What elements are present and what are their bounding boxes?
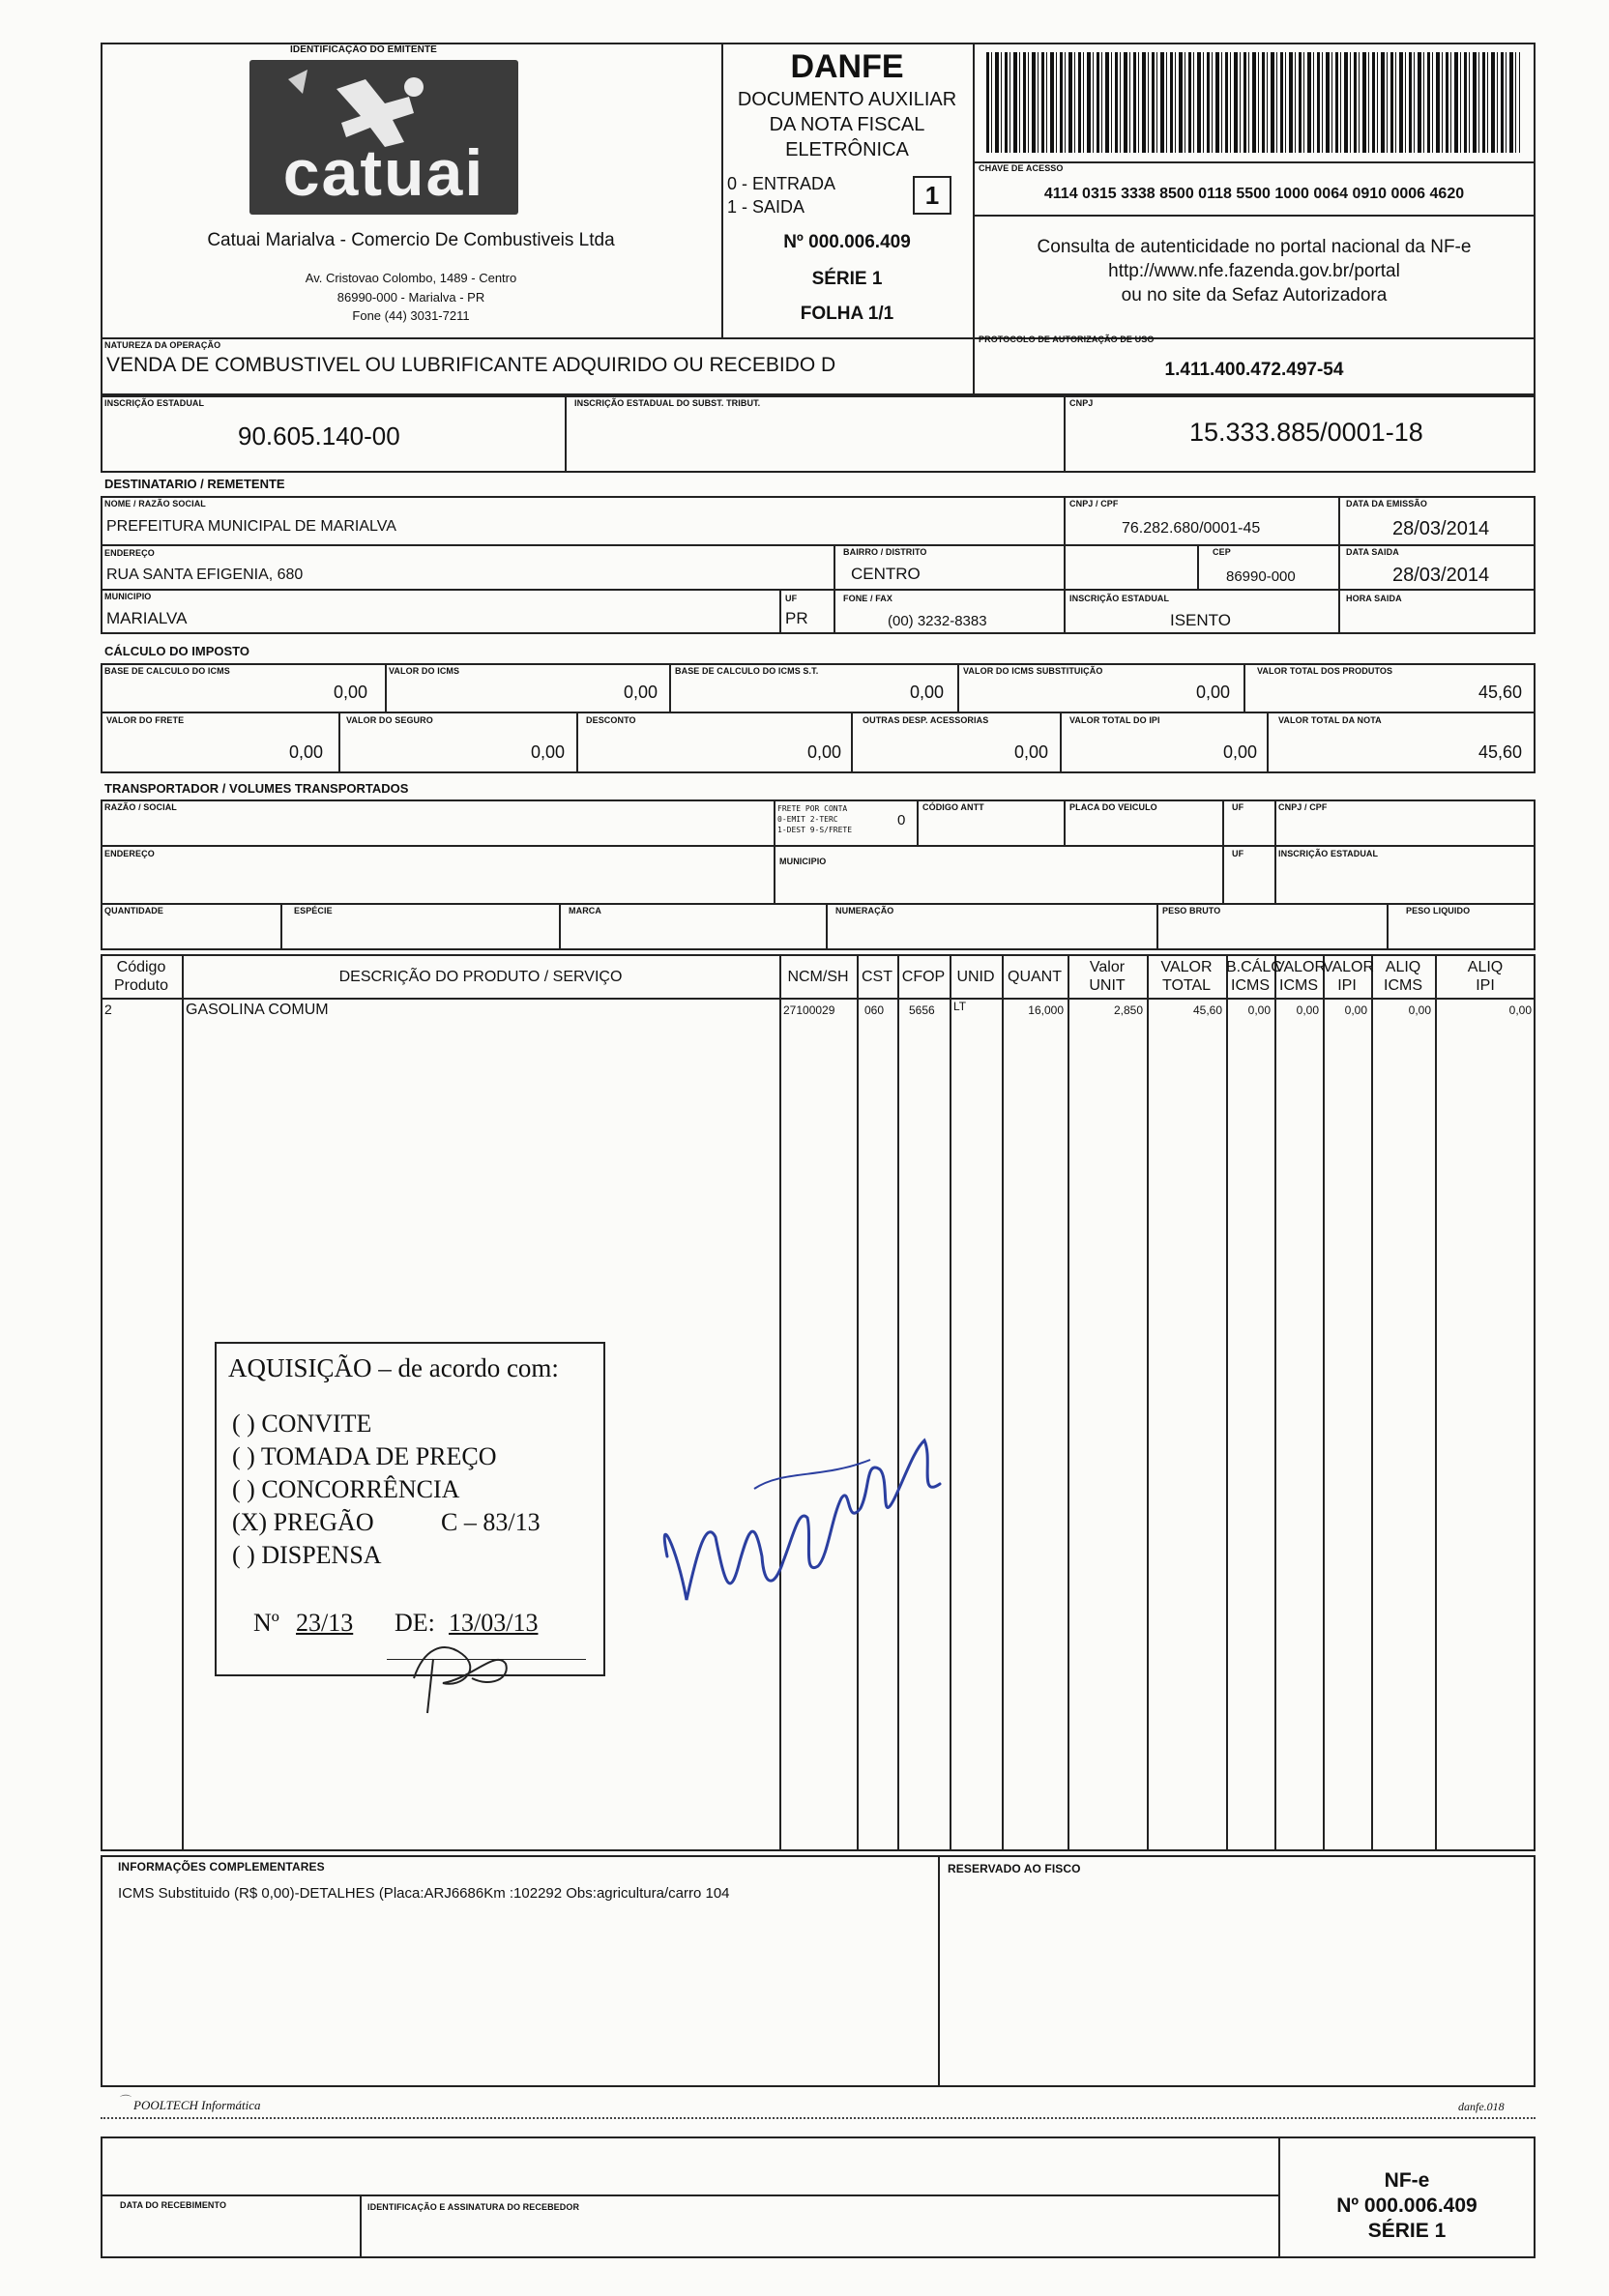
row-ncm: 27100029 (783, 1003, 835, 1017)
total-produtos-value: 45,60 (1477, 683, 1522, 702)
transp-razao-label: RAZÃO / SOCIAL (104, 802, 177, 812)
stamp-date-label: DE: (395, 1609, 435, 1637)
antt-label: CÓDIGO ANTT (922, 802, 984, 812)
desconto-value: 0,00 (806, 742, 841, 762)
dest-cnpj: 76.282.680/0001-45 (1122, 520, 1261, 537)
especie-label: ESPÉCIE (294, 906, 333, 915)
entrada-option: 0 - ENTRADA (727, 174, 836, 193)
imposto-section: CÁLCULO DO IMPOSTO (104, 644, 249, 658)
handwritten-signature (638, 1392, 986, 1643)
dest-saida-label: DATA SAIDA (1346, 547, 1399, 557)
col-aliq-icms: ALIQ ICMS (1384, 959, 1422, 994)
barcode (986, 52, 1520, 153)
total-produtos-label: VALOR TOTAL DOS PRODUTOS (1257, 666, 1393, 676)
consulta-line3: ou no site da Sefaz Autorizadora (1121, 285, 1388, 305)
row-vunit: 2,850 (1113, 1003, 1143, 1017)
row-aicms: 0,00 (1408, 1003, 1431, 1017)
valor-icms-value: 0,00 (623, 683, 658, 702)
col-valor-icms: VALOR ICMS (1274, 959, 1327, 994)
emitente-address: Av. Cristovao Colombo, 1489 - Centro (305, 271, 517, 285)
stamp-title: AQUISIÇÃO – de acordo com: (228, 1353, 559, 1382)
stamp-date: 13/03/13 (449, 1609, 539, 1637)
dest-ie: ISENTO (1170, 611, 1231, 629)
frete-value: 0,00 (288, 742, 323, 762)
dest-ie-label: INSCRIÇÃO ESTADUAL (1069, 594, 1170, 603)
total-nota-value: 45,60 (1477, 742, 1522, 762)
danfe-title: DANFE (790, 48, 904, 85)
form-code: danfe.018 (1458, 2100, 1505, 2113)
frete-conta-value: 0 (897, 812, 906, 828)
dest-fone: (00) 3232-8383 (888, 613, 987, 629)
numeracao-label: NUMERAÇÃO (835, 906, 894, 915)
col-valor-ipi: VALOR IPI (1323, 959, 1375, 994)
row-vtotal: 45,60 (1192, 1003, 1222, 1017)
transp-endereco-label: ENDEREÇO (104, 849, 155, 858)
protocolo-label: PROTOCOLO DE AUTORIZAÇÃO DE USO (979, 334, 1155, 344)
emitente-phone: Fone (44) 3031-7211 (352, 308, 470, 323)
base-icms-label: BASE DE CALCULO DO ICMS (104, 666, 230, 676)
dest-endereco: RUA SANTA EFIGENIA, 680 (106, 567, 304, 583)
dest-emissao-label: DATA DA EMISSÃO (1346, 499, 1427, 509)
info-value: ICMS Substituido (R$ 0,00)-DETALHES (Placa:ARJ6686Km :102292 Obs:agricultura/carro 104 (118, 1885, 730, 1902)
seguro-value: 0,00 (530, 742, 565, 762)
dest-saida: 28/03/2014 (1392, 565, 1490, 586)
dest-nome-label: NOME / RAZÃO SOCIAL (104, 499, 206, 509)
dest-municipio-label: MUNICIPIO (104, 592, 152, 601)
recebimento-label: DATA DO RECEBIMENTO (120, 2200, 227, 2210)
desconto-label: DESCONTO (586, 715, 636, 725)
dest-cep-label: CEP (1213, 547, 1231, 557)
col-descricao: DESCRIÇÃO DO PRODUTO / SERVIÇO (338, 969, 623, 985)
initials-mark (404, 1620, 520, 1717)
icms-subst-label: VALOR DO ICMS SUBSTITUIÇÃO (963, 666, 1103, 676)
info-label: INFORMAÇÕES COMPLEMENTARES (118, 1860, 325, 1874)
valor-icms-label: VALOR DO ICMS (389, 666, 460, 676)
row-aipi: 0,00 (1508, 1003, 1532, 1017)
emitente-city: 86990-000 - Marialva - PR (336, 290, 485, 305)
operacao-label: NATUREZA DA OPERAÇÃO (104, 340, 221, 350)
dest-nome: PREFEITURA MUNICIPAL DE MARIALVA (106, 518, 396, 535)
row-unid: LT (953, 1000, 967, 1013)
danfe-folha: FOLHA 1/1 (800, 304, 894, 324)
tipo-box: 1 (913, 176, 951, 215)
col-aliq-ipi: ALIQ IPI (1467, 959, 1504, 994)
seguro-label: VALOR DO SEGURO (346, 715, 433, 725)
frete-conta-line2: 0-EMIT 2-TERC (777, 815, 838, 824)
col-valor-unit: Valor UNIT (1089, 959, 1126, 994)
quantidade-label: QUANTIDADE (104, 906, 163, 915)
chave-label: CHAVE DE ACESSO (979, 163, 1064, 173)
frete-conta-line1: FRETE POR CONTA (777, 804, 848, 813)
stamp-dispensa: ( ) DISPENSA (232, 1541, 382, 1569)
pooltech-icon: ⌒ (120, 2094, 132, 2107)
danfe-subtitle-2: DA NOTA FISCAL (769, 114, 925, 135)
transp-ie-label: INSCRIÇÃO ESTADUAL (1278, 849, 1379, 858)
col-cst: CST (862, 969, 892, 985)
col-quant: QUANT (1008, 969, 1062, 985)
total-ipi-value: 0,00 (1222, 742, 1257, 762)
recebedor-label: IDENTIFICAÇÃO E ASSINATURA DO RECEBEDOR (367, 2202, 580, 2212)
base-icms-st-label: BASE DE CALCULO DO ICMS S.T. (675, 666, 819, 676)
row-quant: 16,000 (1028, 1003, 1064, 1017)
consulta-line1: Consulta de autenticidade no portal nacional da NF-e (1037, 237, 1472, 257)
dest-bairro-label: BAIRRO / DISTRITO (843, 547, 927, 557)
dest-hora-label: HORA SAIDA (1346, 594, 1402, 603)
dest-cep: 86990-000 (1226, 568, 1296, 585)
stamp-num: 23/13 (296, 1609, 354, 1637)
chave-value: 4114 0315 3338 8500 0118 5500 1000 0064 0910 0006 4620 (1043, 186, 1465, 202)
col-codigo: Código Produto (113, 959, 169, 994)
frete-label: VALOR DO FRETE (106, 715, 185, 725)
icms-subst-value: 0,00 (1195, 683, 1230, 702)
emitente-cnpj-label: CNPJ (1069, 398, 1094, 408)
col-valor-total: VALOR TOTAL (1160, 959, 1213, 994)
transp-municipio-label: MUNICIPIO (779, 857, 827, 866)
dest-bairro: CENTRO (851, 565, 921, 583)
row-cfop: 5656 (909, 1003, 935, 1017)
total-ipi-label: VALOR TOTAL DO IPI (1069, 715, 1160, 725)
cut-line (101, 2117, 1536, 2119)
operacao-value: VENDA DE COMBUSTIVEL OU LUBRIFICANTE ADQUIRIDO OU RECEBIDO D (106, 354, 836, 376)
base-icms-value: 0,00 (333, 683, 367, 702)
dest-endereco-label: ENDEREÇO (104, 548, 155, 558)
company-logo (249, 60, 518, 215)
col-bcalc-icms: B.CÁLC ICMS (1226, 959, 1282, 994)
stamp-concorrencia: ( ) CONCORRÊNCIA (232, 1475, 460, 1503)
emitente-label: IDENTIFICAÇÃO DO EMITENTE (290, 44, 437, 55)
row-codigo: 2 (104, 1002, 112, 1017)
dest-municipio: MARIALVA (106, 609, 188, 627)
canhoto-serie: SÉRIE 1 (1367, 2220, 1447, 2242)
software-credit: POOLTECH Informática (133, 2098, 261, 2112)
row-descricao: GASOLINA COMUM (186, 1002, 329, 1018)
outras-label: OUTRAS DESP. ACESSORIAS (863, 715, 989, 725)
col-unid: UNID (956, 969, 995, 985)
consulta-line2: http://www.nfe.fazenda.gov.br/portal (1108, 261, 1400, 281)
dest-cnpj-label: CNPJ / CPF (1069, 499, 1119, 509)
transp-uf-label: UF (1232, 802, 1244, 812)
stamp-num-label: Nº (253, 1609, 279, 1637)
dest-uf: PR (785, 609, 808, 627)
total-nota-label: VALOR TOTAL DA NOTA (1278, 715, 1382, 725)
row-bcalc: 0,00 (1247, 1003, 1271, 1017)
destinatario-frame (101, 496, 1536, 634)
danfe-numero: Nº 000.006.409 (783, 232, 911, 252)
canhoto-numero: Nº 000.006.409 (1336, 2194, 1477, 2217)
dest-emissao: 28/03/2014 (1392, 518, 1490, 539)
stamp-pregao: (X) PREGÃO (232, 1508, 374, 1536)
frete-conta-line3: 1-DEST 9-S/FRETE (777, 826, 853, 834)
logo-wordmark: catuai (282, 136, 485, 210)
transportador-section: TRANSPORTADOR / VOLUMES TRANSPORTADOS (104, 781, 409, 796)
emitente-name: Catuai Marialva - Comercio De Combustiveis Ltda (207, 230, 615, 250)
transp-uf2-label: UF (1232, 849, 1244, 858)
placa-label: PLACA DO VEICULO (1069, 802, 1157, 812)
fisco-label: RESERVADO AO FISCO (948, 1862, 1081, 1875)
row-vipi: 0,00 (1344, 1003, 1367, 1017)
base-icms-st-value: 0,00 (909, 683, 944, 702)
stamp-convite: ( ) CONVITE (232, 1410, 372, 1438)
dest-uf-label: UF (785, 594, 798, 603)
peso-bruto-label: PESO BRUTO (1162, 906, 1221, 915)
subst-label: INSCRIÇÃO ESTADUAL DO SUBST. TRIBUT. (574, 398, 761, 408)
saida-option: 1 - SAIDA (727, 197, 805, 217)
transp-cnpj-label: CNPJ / CPF (1278, 802, 1328, 812)
stamp-pregao-code: C – 83/13 (441, 1508, 541, 1536)
canhoto-nfe: NF-e (1384, 2169, 1430, 2192)
stamp-tomada: ( ) TOMADA DE PREÇO (232, 1442, 497, 1470)
outras-value: 0,00 (1013, 742, 1048, 762)
inscricao-value: 90.605.140-00 (238, 421, 400, 450)
peso-liquido-label: PESO LIQUIDO (1406, 906, 1471, 915)
danfe-subtitle-3: ELETRÔNICA (785, 139, 909, 160)
destinatario-section: DESTINATARIO / REMETENTE (104, 477, 285, 491)
danfe-serie: SÉRIE 1 (811, 269, 883, 289)
emitente-cnpj-value: 15.333.885/0001-18 (1189, 418, 1423, 447)
dest-fone-label: FONE / FAX (843, 594, 893, 603)
danfe-subtitle-1: DOCUMENTO AUXILIAR (737, 89, 957, 110)
marca-label: MARCA (569, 906, 601, 915)
inscricao-label: INSCRIÇÃO ESTADUAL (104, 398, 205, 408)
col-cfop: CFOP (901, 969, 946, 985)
col-ncm: NCM/SH (787, 969, 849, 985)
protocolo-value: 1.411.400.472.497-54 (1164, 360, 1344, 380)
row-cst: 060 (864, 1003, 885, 1017)
row-vicms: 0,00 (1296, 1003, 1319, 1017)
